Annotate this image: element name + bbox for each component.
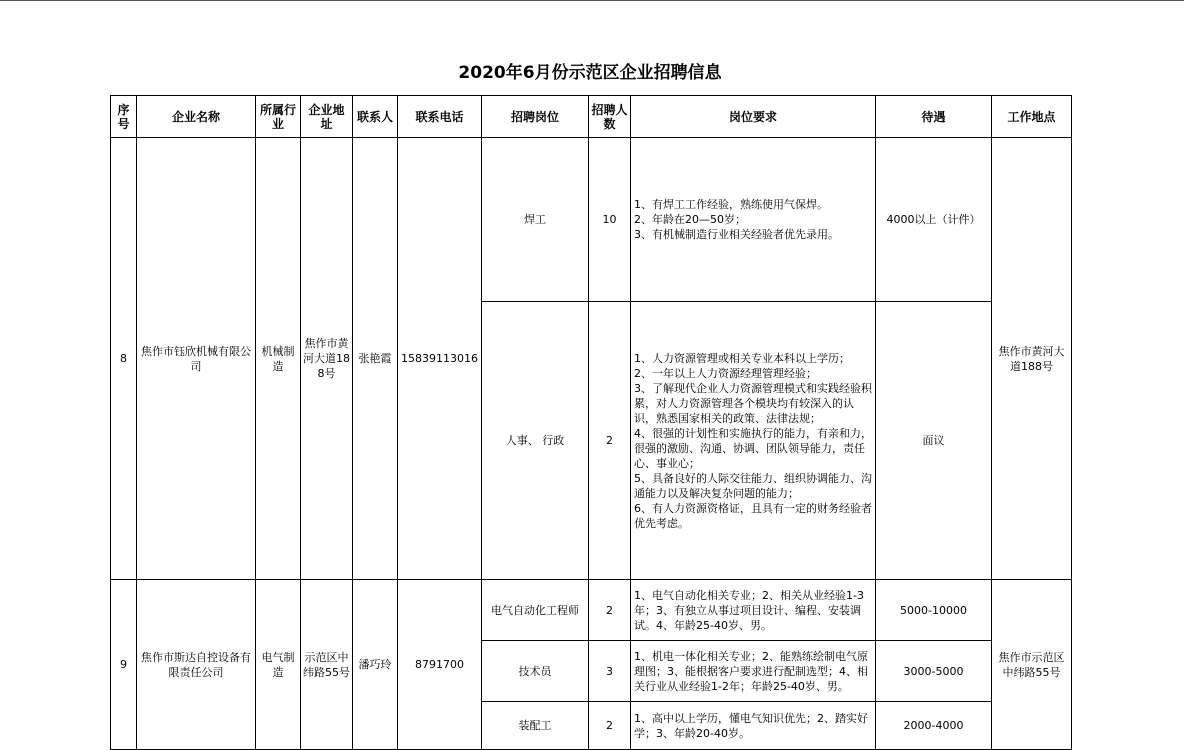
- requirement-line: 5、具备良好的人际交往能力、组织协调能力、沟通能力以及解决复杂问题的能力；: [634, 471, 872, 500]
- company-industry: 电气制造: [256, 580, 301, 750]
- position-title: 装配工: [482, 702, 589, 750]
- company-name: 焦作市斯达自控设备有限责任公司: [137, 580, 256, 750]
- position-count: 2: [589, 580, 631, 641]
- company-phone: 15839113016: [398, 138, 482, 580]
- position-count: 2: [589, 702, 631, 750]
- position-requirements: [631, 302, 876, 580]
- position-salary: 3000-5000: [876, 641, 992, 702]
- header-address: 企业地址: [301, 96, 353, 138]
- position-requirements: 1、电气自动化相关专业；2、相关从业经验1-3年；3、有独立从事过项目设计、编程、安装调试。4、年龄25-40岁、男。: [631, 580, 876, 641]
- requirement-line: 6、有人力资源资格证，且具有一定的财务经验者优先考虑。: [634, 501, 872, 530]
- table-row: [111, 580, 1072, 641]
- header-location: 工作地点: [992, 96, 1072, 138]
- position-salary: 2000-4000: [876, 702, 992, 750]
- requirement-line: 1、有焊工工作经验，熟练使用气保焊。: [634, 198, 828, 211]
- position-salary: 面议: [876, 302, 992, 580]
- header-position: 招聘岗位: [482, 96, 589, 138]
- header-industry: 所属行业: [256, 96, 301, 138]
- position-requirements: [631, 138, 876, 302]
- company-location: 焦作市黄河大道188号: [992, 138, 1072, 580]
- position-count: 2: [589, 302, 631, 580]
- requirement-line: 3、有机械制造行业相关经验者优先录用。: [634, 228, 839, 241]
- requirement-line: 1、人力资源管理或相关专业本科以上学历；: [634, 351, 850, 365]
- company-location: 焦作市示范区中纬路55号: [992, 580, 1072, 750]
- company-contact: 张艳霞: [353, 138, 398, 580]
- company-phone: 8791700: [398, 580, 482, 750]
- requirement-line: 2、年龄在20—50岁；: [634, 213, 746, 226]
- company-address: 焦作市黄河大道188号: [301, 138, 353, 580]
- header-company-name: 企业名称: [137, 96, 256, 138]
- company-contact: 潘巧玲: [353, 580, 398, 750]
- header-salary: 待遇: [876, 96, 992, 138]
- position-count: 10: [589, 138, 631, 302]
- company-index: 9: [111, 580, 137, 750]
- position-salary: 5000-10000: [876, 580, 992, 641]
- company-name: 焦作市钰欣机械有限公司: [137, 138, 256, 580]
- table-row: [111, 138, 1072, 302]
- requirement-line: 4、很强的计划性和实施执行的能力，有亲和力，很强的激励、沟通、协调、团队领导能力，责任心、事业心；: [634, 426, 872, 470]
- header-requirements: 岗位要求: [631, 96, 876, 138]
- company-industry: 机械制造: [256, 138, 301, 580]
- requirement-line: 2、一年以上人力资源经理管理经验；: [634, 366, 817, 380]
- position-salary: 4000以上（计件）: [876, 138, 992, 302]
- position-requirements: 1、机电一体化相关专业；2、能熟练绘制电气原理图；3、能根据客户要求进行配制选型；4、相关行业从业经验1-2年；年龄25-40岁、男。: [631, 641, 876, 702]
- header-count: 招聘人数: [589, 96, 631, 138]
- header-row: [111, 96, 1072, 138]
- header-contact: 联系人: [353, 96, 398, 138]
- position-title: 人事、 行政: [482, 302, 589, 580]
- company-index: 8: [111, 138, 137, 580]
- recruitment-table: [110, 95, 1072, 750]
- header-phone: 联系电话: [398, 96, 482, 138]
- requirement-line: 3、了解现代企业人力资源管理模式和实践经验积累，对人力资源管理各个模块均有较深入的认识，熟悉国家相关的政策、法律法规；: [634, 381, 872, 425]
- header-index: 序号: [111, 96, 137, 138]
- position-requirements: 1、高中以上学历，懂电气知识优先；2、踏实好学；3、年龄20-40岁。: [631, 702, 876, 750]
- page-title: 2020年6月份示范区企业招聘信息: [458, 63, 722, 83]
- position-title: 电气自动化工程师: [482, 580, 589, 641]
- top-border-line: [0, 0, 1184, 1]
- position-title: 焊工: [482, 138, 589, 302]
- position-title: 技术员: [482, 641, 589, 702]
- company-address: 示范区中纬路55号: [301, 580, 353, 750]
- position-count: 3: [589, 641, 631, 702]
